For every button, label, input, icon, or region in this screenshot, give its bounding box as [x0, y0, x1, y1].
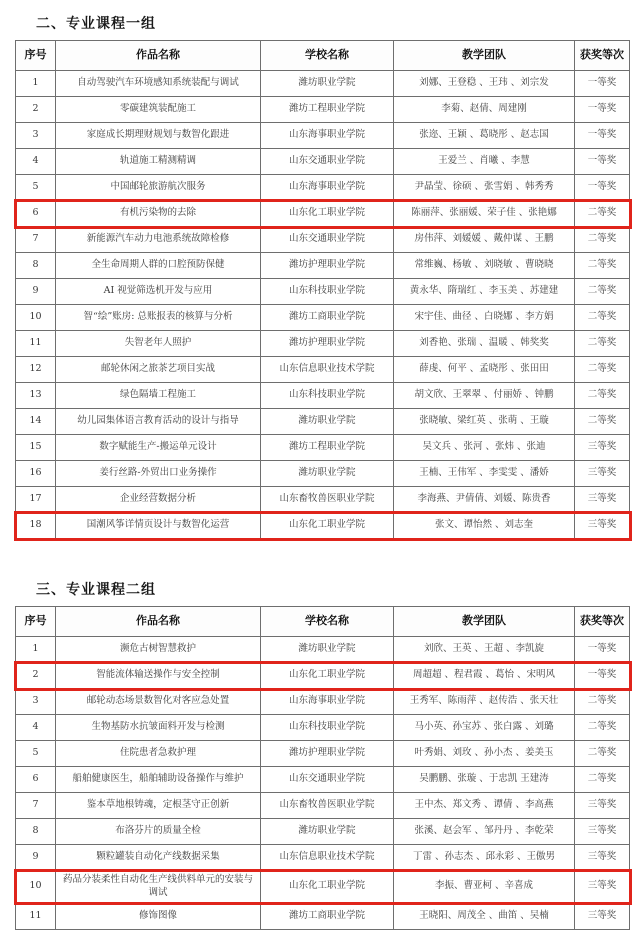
table-body-group2 [16, 637, 630, 930]
header-row [16, 41, 630, 71]
cell-team: 张溪、赵会军 、邹丹丹 、李乾荣 [394, 819, 575, 845]
header-row [16, 607, 630, 637]
cell-school: 山东海事职业学院 [261, 123, 394, 149]
cell-award: 一等奖 [575, 123, 630, 149]
table-row-highlighted [16, 663, 630, 689]
cell-no: 8 [16, 819, 56, 845]
cell-no: 11 [16, 903, 56, 929]
col-header-award: 获奖等次 [575, 607, 630, 637]
cell-award: 二等奖 [575, 253, 630, 279]
cell-work: 邮轮休闲之旅茶艺项目实战 [56, 357, 261, 383]
cell-school: 山东科技职业学院 [261, 383, 394, 409]
cell-no: 16 [16, 461, 56, 487]
col-header-award: 获奖等次 [575, 41, 630, 71]
cell-school: 潍坊工商职业学院 [261, 305, 394, 331]
cell-award: 二等奖 [575, 201, 630, 227]
table-row [16, 123, 630, 149]
cell-school: 潍坊护理职业学院 [261, 253, 394, 279]
cell-award: 一等奖 [575, 663, 630, 689]
cell-team: 王爱兰 、肖曦 、李慧 [394, 149, 575, 175]
table-row [16, 409, 630, 435]
cell-no: 2 [16, 97, 56, 123]
table-row [16, 305, 630, 331]
cell-team: 陈丽萍、张丽媛、荣子佳 、张艳娜 [394, 201, 575, 227]
cell-award: 一等奖 [575, 97, 630, 123]
cell-work: 零碳建筑装配施工 [56, 97, 261, 123]
cell-award: 二等奖 [575, 741, 630, 767]
cell-work: 轨道施工精测精调 [56, 149, 261, 175]
cell-school: 山东交通职业学院 [261, 767, 394, 793]
cell-no: 10 [16, 871, 56, 904]
table-row [16, 71, 630, 97]
cell-no: 4 [16, 149, 56, 175]
cell-work: 智能流体输送操作与安全控制 [56, 663, 261, 689]
cell-no: 13 [16, 383, 56, 409]
cell-no: 1 [16, 637, 56, 663]
table-row [16, 227, 630, 253]
cell-team: 刘娜、王登稳 、王玮 、刘宗发 [394, 71, 575, 97]
table-row [16, 383, 630, 409]
cell-team: 吴鹏鹏、张璇 、于忠凯 王建涛 [394, 767, 575, 793]
cell-no: 11 [16, 331, 56, 357]
section-group2 [0, 579, 644, 930]
cell-team: 丁雷 、孙志杰 、邱永彩 、王傲男 [394, 845, 575, 871]
cell-no: 15 [16, 435, 56, 461]
cell-no: 14 [16, 409, 56, 435]
cell-award: 三等奖 [575, 845, 630, 871]
table-row [16, 637, 630, 663]
awards-table-group1 [15, 40, 630, 539]
col-header-team: 教学团队 [394, 607, 575, 637]
cell-school: 潍坊工程职业学院 [261, 435, 394, 461]
cell-work: 姜行丝路-外贸出口业务操作 [56, 461, 261, 487]
cell-team: 李振、曹亚柯 、辛喜成 [394, 871, 575, 904]
table-row [16, 149, 630, 175]
cell-no: 10 [16, 305, 56, 331]
col-header-no: 序号 [16, 607, 56, 637]
cell-work: 住院患者急救护理 [56, 741, 261, 767]
table-row [16, 357, 630, 383]
cell-school: 山东海事职业学院 [261, 689, 394, 715]
cell-award: 一等奖 [575, 637, 630, 663]
cell-team: 刘欣、王英 、王超 、李凯旋 [394, 637, 575, 663]
cell-work: 布洛芬片的质量全检 [56, 819, 261, 845]
cell-team: 吴文兵 、张河 、张炜 、张迪 [394, 435, 575, 461]
cell-no: 6 [16, 201, 56, 227]
cell-work: 中国邮轮旅游航次服务 [56, 175, 261, 201]
cell-award: 三等奖 [575, 435, 630, 461]
table-row [16, 793, 630, 819]
cell-school: 潍坊职业学院 [261, 409, 394, 435]
cell-work: 修饰图像 [56, 903, 261, 929]
cell-award: 一等奖 [575, 71, 630, 97]
cell-team: 李海燕、尹倩倩、刘媛、陈贵香 [394, 487, 575, 513]
cell-school: 潍坊职业学院 [261, 461, 394, 487]
cell-award: 三等奖 [575, 461, 630, 487]
col-header-school: 学校名称 [261, 607, 394, 637]
cell-work: 自动驾驶汽车环境感知系统装配与调试 [56, 71, 261, 97]
cell-award: 二等奖 [575, 767, 630, 793]
col-header-team: 教学团队 [394, 41, 575, 71]
cell-team: 王晓阳、周茂全 、曲笛 、吴楠 [394, 903, 575, 929]
cell-school: 潍坊工程职业学院 [261, 97, 394, 123]
cell-school: 潍坊护理职业学院 [261, 741, 394, 767]
cell-award: 二等奖 [575, 689, 630, 715]
table-row [16, 741, 630, 767]
cell-school: 山东畜牧兽医职业学院 [261, 487, 394, 513]
table-row [16, 175, 630, 201]
cell-no: 7 [16, 793, 56, 819]
cell-team: 黄永华、隋瑞红 、李玉美 、苏建建 [394, 279, 575, 305]
cell-work: 绿色隔墙工程施工 [56, 383, 261, 409]
cell-work: 有机污染物的去除 [56, 201, 261, 227]
cell-work: 濒危古树智慧救护 [56, 637, 261, 663]
cell-award: 二等奖 [575, 305, 630, 331]
cell-team: 胡文欣、王翠翠 、付丽娇 、钟鹏 [394, 383, 575, 409]
cell-team: 张迩、王颖 、葛晓彤 、赵志国 [394, 123, 575, 149]
table-row [16, 715, 630, 741]
cell-team: 王楠、王伟军 、李雯雯 、潘娇 [394, 461, 575, 487]
col-header-school: 学校名称 [261, 41, 394, 71]
cell-team: 李菊、赵倩、周建刚 [394, 97, 575, 123]
cell-team: 王中杰、郑文秀 、谭倩 、李高燕 [394, 793, 575, 819]
cell-team: 薛虔、何平 、孟晓彤 、张田田 [394, 357, 575, 383]
table-row [16, 767, 630, 793]
cell-school: 山东化工职业学院 [261, 201, 394, 227]
cell-no: 2 [16, 663, 56, 689]
cell-work: 生物基防水抗皱面料开发与检测 [56, 715, 261, 741]
cell-no: 5 [16, 175, 56, 201]
cell-team: 常维巍、杨敏 、刘晓敏 、曹晓晓 [394, 253, 575, 279]
section2-title: 三、专业课程二组 [36, 581, 156, 597]
cell-team: 宋宇佳、曲径 、白晓娜 、李方娟 [394, 305, 575, 331]
cell-school: 山东交通职业学院 [261, 227, 394, 253]
cell-award: 三等奖 [575, 871, 630, 904]
table-row-highlighted [16, 513, 630, 539]
cell-award: 二等奖 [575, 383, 630, 409]
cell-school: 潍坊工商职业学院 [261, 903, 394, 929]
table-row [16, 487, 630, 513]
cell-school: 山东信息职业技术学院 [261, 845, 394, 871]
cell-award: 一等奖 [575, 175, 630, 201]
cell-work: 新能源汽车动力电池系统故障检修 [56, 227, 261, 253]
cell-work: 全生命周期人群的口腔预防保健 [56, 253, 261, 279]
table-body-group1 [16, 71, 630, 539]
cell-team: 叶秀娟、刘玫 、孙小杰 、姜美玉 [394, 741, 575, 767]
cell-no: 7 [16, 227, 56, 253]
awards-table-group2 [15, 606, 630, 930]
cell-school: 潍坊职业学院 [261, 637, 394, 663]
cell-award: 三等奖 [575, 487, 630, 513]
cell-no: 9 [16, 279, 56, 305]
cell-work: 鉴本草地根铸魂，定根茎守正创新 [56, 793, 261, 819]
cell-team: 周超超 、程君霞 、葛怡 、宋明风 [394, 663, 575, 689]
cell-work: 失智老年人照护 [56, 331, 261, 357]
col-header-work: 作品名称 [56, 607, 261, 637]
cell-work: 颗粒罐装自动化产线数据采集 [56, 845, 261, 871]
cell-school: 山东化工职业学院 [261, 513, 394, 539]
table-row-highlighted [16, 201, 630, 227]
cell-no: 18 [16, 513, 56, 539]
cell-no: 5 [16, 741, 56, 767]
cell-school: 山东化工职业学院 [261, 663, 394, 689]
cell-award: 二等奖 [575, 715, 630, 741]
col-header-work: 作品名称 [56, 41, 261, 71]
cell-award: 三等奖 [575, 819, 630, 845]
cell-no: 3 [16, 123, 56, 149]
cell-award: 一等奖 [575, 149, 630, 175]
cell-work: 企业经营数据分析 [56, 487, 261, 513]
table-row [16, 461, 630, 487]
cell-school: 山东科技职业学院 [261, 715, 394, 741]
cell-award: 二等奖 [575, 357, 630, 383]
cell-no: 12 [16, 357, 56, 383]
cell-team: 王秀军、陈雨萍 、赵传浩 、张天壮 [394, 689, 575, 715]
cell-award: 二等奖 [575, 227, 630, 253]
cell-work: 家庭成长期理财规划与数智化跟进 [56, 123, 261, 149]
cell-work: 数字赋能生产-搬运单元设计 [56, 435, 261, 461]
table-row [16, 689, 630, 715]
cell-work: 船舶健康医生，船舶辅助设备操作与维护 [56, 767, 261, 793]
col-header-no: 序号 [16, 41, 56, 71]
cell-school: 潍坊职业学院 [261, 819, 394, 845]
cell-school: 潍坊护理职业学院 [261, 331, 394, 357]
section1-title: 二、专业课程一组 [36, 15, 156, 31]
cell-school: 潍坊职业学院 [261, 71, 394, 97]
cell-award: 二等奖 [575, 279, 630, 305]
cell-school: 山东畜牧兽医职业学院 [261, 793, 394, 819]
cell-school: 山东交通职业学院 [261, 149, 394, 175]
cell-team: 尹晶莹、徐硕 、张雪娟 、韩秀秀 [394, 175, 575, 201]
cell-school: 山东信息职业技术学院 [261, 357, 394, 383]
cell-award: 二等奖 [575, 331, 630, 357]
cell-school: 山东化工职业学院 [261, 871, 394, 904]
cell-no: 3 [16, 689, 56, 715]
cell-team: 刘香艳、张瑞 、温暖 、韩奖奖 [394, 331, 575, 357]
cell-no: 8 [16, 253, 56, 279]
cell-school: 山东海事职业学院 [261, 175, 394, 201]
table-row [16, 331, 630, 357]
cell-award: 三等奖 [575, 793, 630, 819]
table-header [16, 607, 630, 637]
cell-no: 17 [16, 487, 56, 513]
cell-school: 山东科技职业学院 [261, 279, 394, 305]
cell-team: 张文、谭怡然 、刘志奎 [394, 513, 575, 539]
cell-no: 1 [16, 71, 56, 97]
cell-work: 智“绘”账房: 总账报表的核算与分析 [56, 305, 261, 331]
cell-award: 三等奖 [575, 513, 630, 539]
cell-no: 9 [16, 845, 56, 871]
table-row [16, 819, 630, 845]
table-row [16, 279, 630, 305]
cell-no: 6 [16, 767, 56, 793]
cell-work: 药品分装柔性自动化生产线供料单元的安装与调试 [56, 871, 261, 904]
cell-team: 马小英、孙宝苏 、张白露 、刘璐 [394, 715, 575, 741]
cell-team: 房伟萍、刘媛媛 、戴仲谋 、王鹏 [394, 227, 575, 253]
table-row [16, 253, 630, 279]
section-group1 [0, 13, 644, 539]
cell-award: 三等奖 [575, 903, 630, 929]
cell-work: 国潮风筝详情页设计与数智化运营 [56, 513, 261, 539]
cell-work: 幼儿园集体语言教育活动的设计与指导 [56, 409, 261, 435]
table-row [16, 435, 630, 461]
table-row [16, 97, 630, 123]
table-row [16, 903, 630, 929]
cell-team: 张晓敏、梁红英 、张萌 、王璇 [394, 409, 575, 435]
table-row [16, 845, 630, 871]
table-row-highlighted [16, 871, 630, 904]
cell-no: 4 [16, 715, 56, 741]
cell-work: 邮轮动态场景数智化对客应急处置 [56, 689, 261, 715]
cell-award: 二等奖 [575, 409, 630, 435]
table-header [16, 41, 630, 71]
cell-work: AI 视觉筛选机开发与应用 [56, 279, 261, 305]
